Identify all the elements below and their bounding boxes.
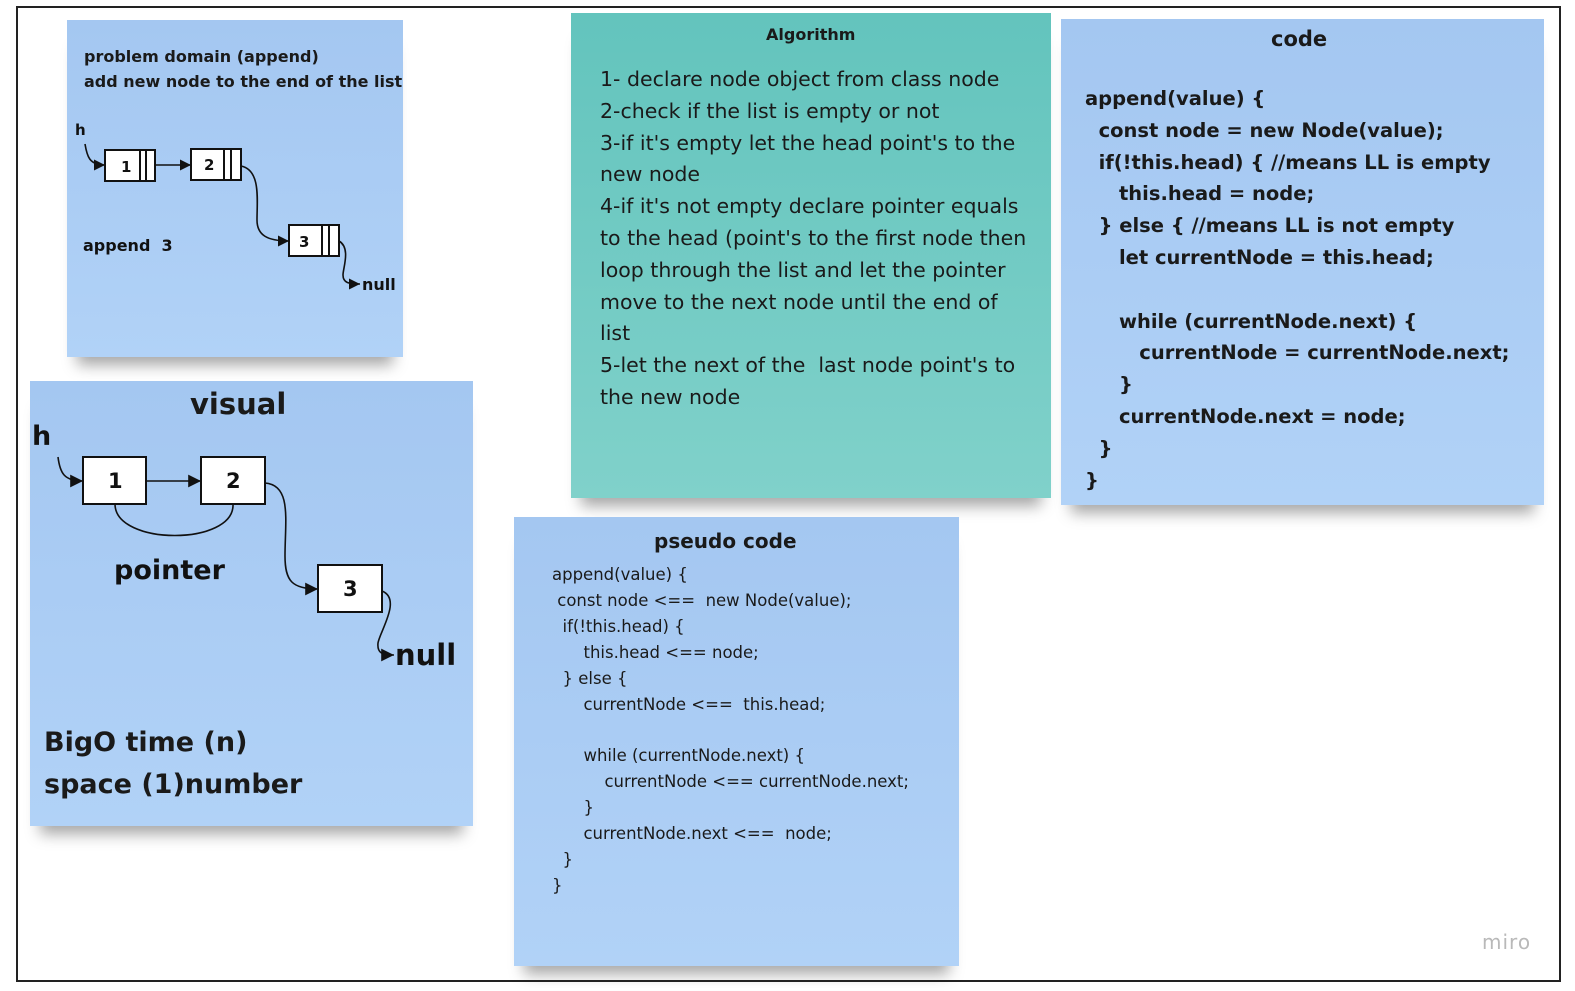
svg-text:2: 2 <box>204 156 215 174</box>
algorithm-step-line: new node <box>600 162 701 187</box>
code-line: } <box>1085 468 1099 492</box>
code-line: } else { //means LL is not empty <box>1085 214 1455 238</box>
algorithm-step-line: 4-if it's not empty declare pointer equals <box>600 194 1019 219</box>
problem-subtitle: add new node to the end of the list <box>84 72 403 91</box>
code-line: this.head = node; <box>1085 182 1315 206</box>
small-node-2 <box>191 149 241 180</box>
algorithm-step-line: the new node <box>600 385 741 409</box>
code-line: currentNode = currentNode.next; <box>1085 341 1510 365</box>
svg-text:3: 3 <box>299 233 310 251</box>
small-null-label: null <box>362 275 396 294</box>
code-line: if(!this.head) { //means LL is empty <box>1085 150 1491 174</box>
algorithm-step-line: loop through the list and let the pointer <box>600 257 1006 282</box>
svg-text:3: 3 <box>343 577 358 601</box>
code-title: code <box>1271 27 1328 51</box>
visual-title: visual <box>190 387 287 421</box>
pseudo-code-line: currentNode <== this.head; <box>552 694 826 714</box>
bigo-time: BigO time (n) <box>44 727 248 758</box>
pseudo-code-line: } <box>552 849 573 869</box>
visual-node-1 <box>83 457 146 504</box>
pseudo-code-line: } else { <box>552 668 628 688</box>
pseudo-code-note[interactable] <box>514 517 959 966</box>
pseudo-code-line: append(value) { <box>552 565 688 584</box>
pseudo-code-line: } <box>552 875 563 895</box>
small-head-label: h <box>75 121 86 139</box>
pseudo-code-line: currentNode.next <== node; <box>552 824 832 843</box>
svg-text:1: 1 <box>121 158 132 176</box>
pseudo-code-line: this.head <== node; <box>552 642 759 662</box>
svg-text:1: 1 <box>108 469 123 493</box>
algorithm-step-line: to the head (point's to the first node then <box>600 226 1027 250</box>
code-line: let currentNode = this.head; <box>1085 246 1434 269</box>
visual-note[interactable] <box>30 381 473 826</box>
visual-head-label: h <box>32 421 52 452</box>
svg-text:2: 2 <box>226 469 241 493</box>
problem-domain-note[interactable] <box>67 20 403 357</box>
code-line: } <box>1085 373 1133 397</box>
small-node-3 <box>289 225 339 256</box>
algorithm-title: Algorithm <box>766 25 856 44</box>
code-line: currentNode.next = node; <box>1085 405 1406 428</box>
algorithm-step-line: 2-check if the list is empty or not <box>600 98 940 123</box>
problem-title: problem domain (append) <box>84 47 319 66</box>
visual-null-label: null <box>395 638 457 672</box>
small-arrow-2-3 <box>241 166 289 241</box>
algorithm-step-line: list <box>600 321 631 346</box>
pseudo-code-title: pseudo code <box>654 529 797 553</box>
small-node-1 <box>105 150 155 181</box>
visual-head-arrow <box>58 457 83 481</box>
pointer-label: pointer <box>114 555 225 586</box>
pointer-curve <box>115 504 233 536</box>
algorithm-step-line: 3-if it's empty let the head point's to the <box>600 130 1016 155</box>
pseudo-code-line: while (currentNode.next) { <box>552 746 805 766</box>
code-line: } <box>1085 436 1113 460</box>
code-line: const node = new Node(value); <box>1085 118 1444 142</box>
pseudo-code-line: currentNode <== currentNode.next; <box>552 772 909 792</box>
bigo-space: space (1)number <box>44 769 303 800</box>
algorithm-step-line: 1- declare node object from class node <box>600 67 1000 91</box>
code-note[interactable] <box>1061 19 1544 505</box>
visual-arrow-2-3 <box>265 483 318 589</box>
algorithm-step-line: move to the next node until the end of <box>600 289 998 314</box>
code-line: append(value) { <box>1085 87 1266 110</box>
visual-linked-list-diagram <box>30 381 473 826</box>
algorithm-step-line: 5-let the next of the last node point's to <box>600 353 1016 378</box>
pseudo-code-line: } <box>552 798 594 818</box>
visual-node-2 <box>201 457 265 504</box>
small-head-arrow <box>85 144 105 165</box>
algorithm-note[interactable] <box>571 13 1051 498</box>
code-line: while (currentNode.next) { <box>1085 309 1418 333</box>
small-linked-list-diagram <box>67 20 403 357</box>
small-arrow-3-null <box>339 241 360 284</box>
visual-node-3 <box>318 565 382 612</box>
miro-watermark: miro <box>1482 930 1532 954</box>
append-label: append 3 <box>83 236 173 255</box>
pseudo-code-line: const node <== new Node(value); <box>552 590 852 610</box>
pseudo-code-line: if(!this.head) { <box>552 616 685 636</box>
